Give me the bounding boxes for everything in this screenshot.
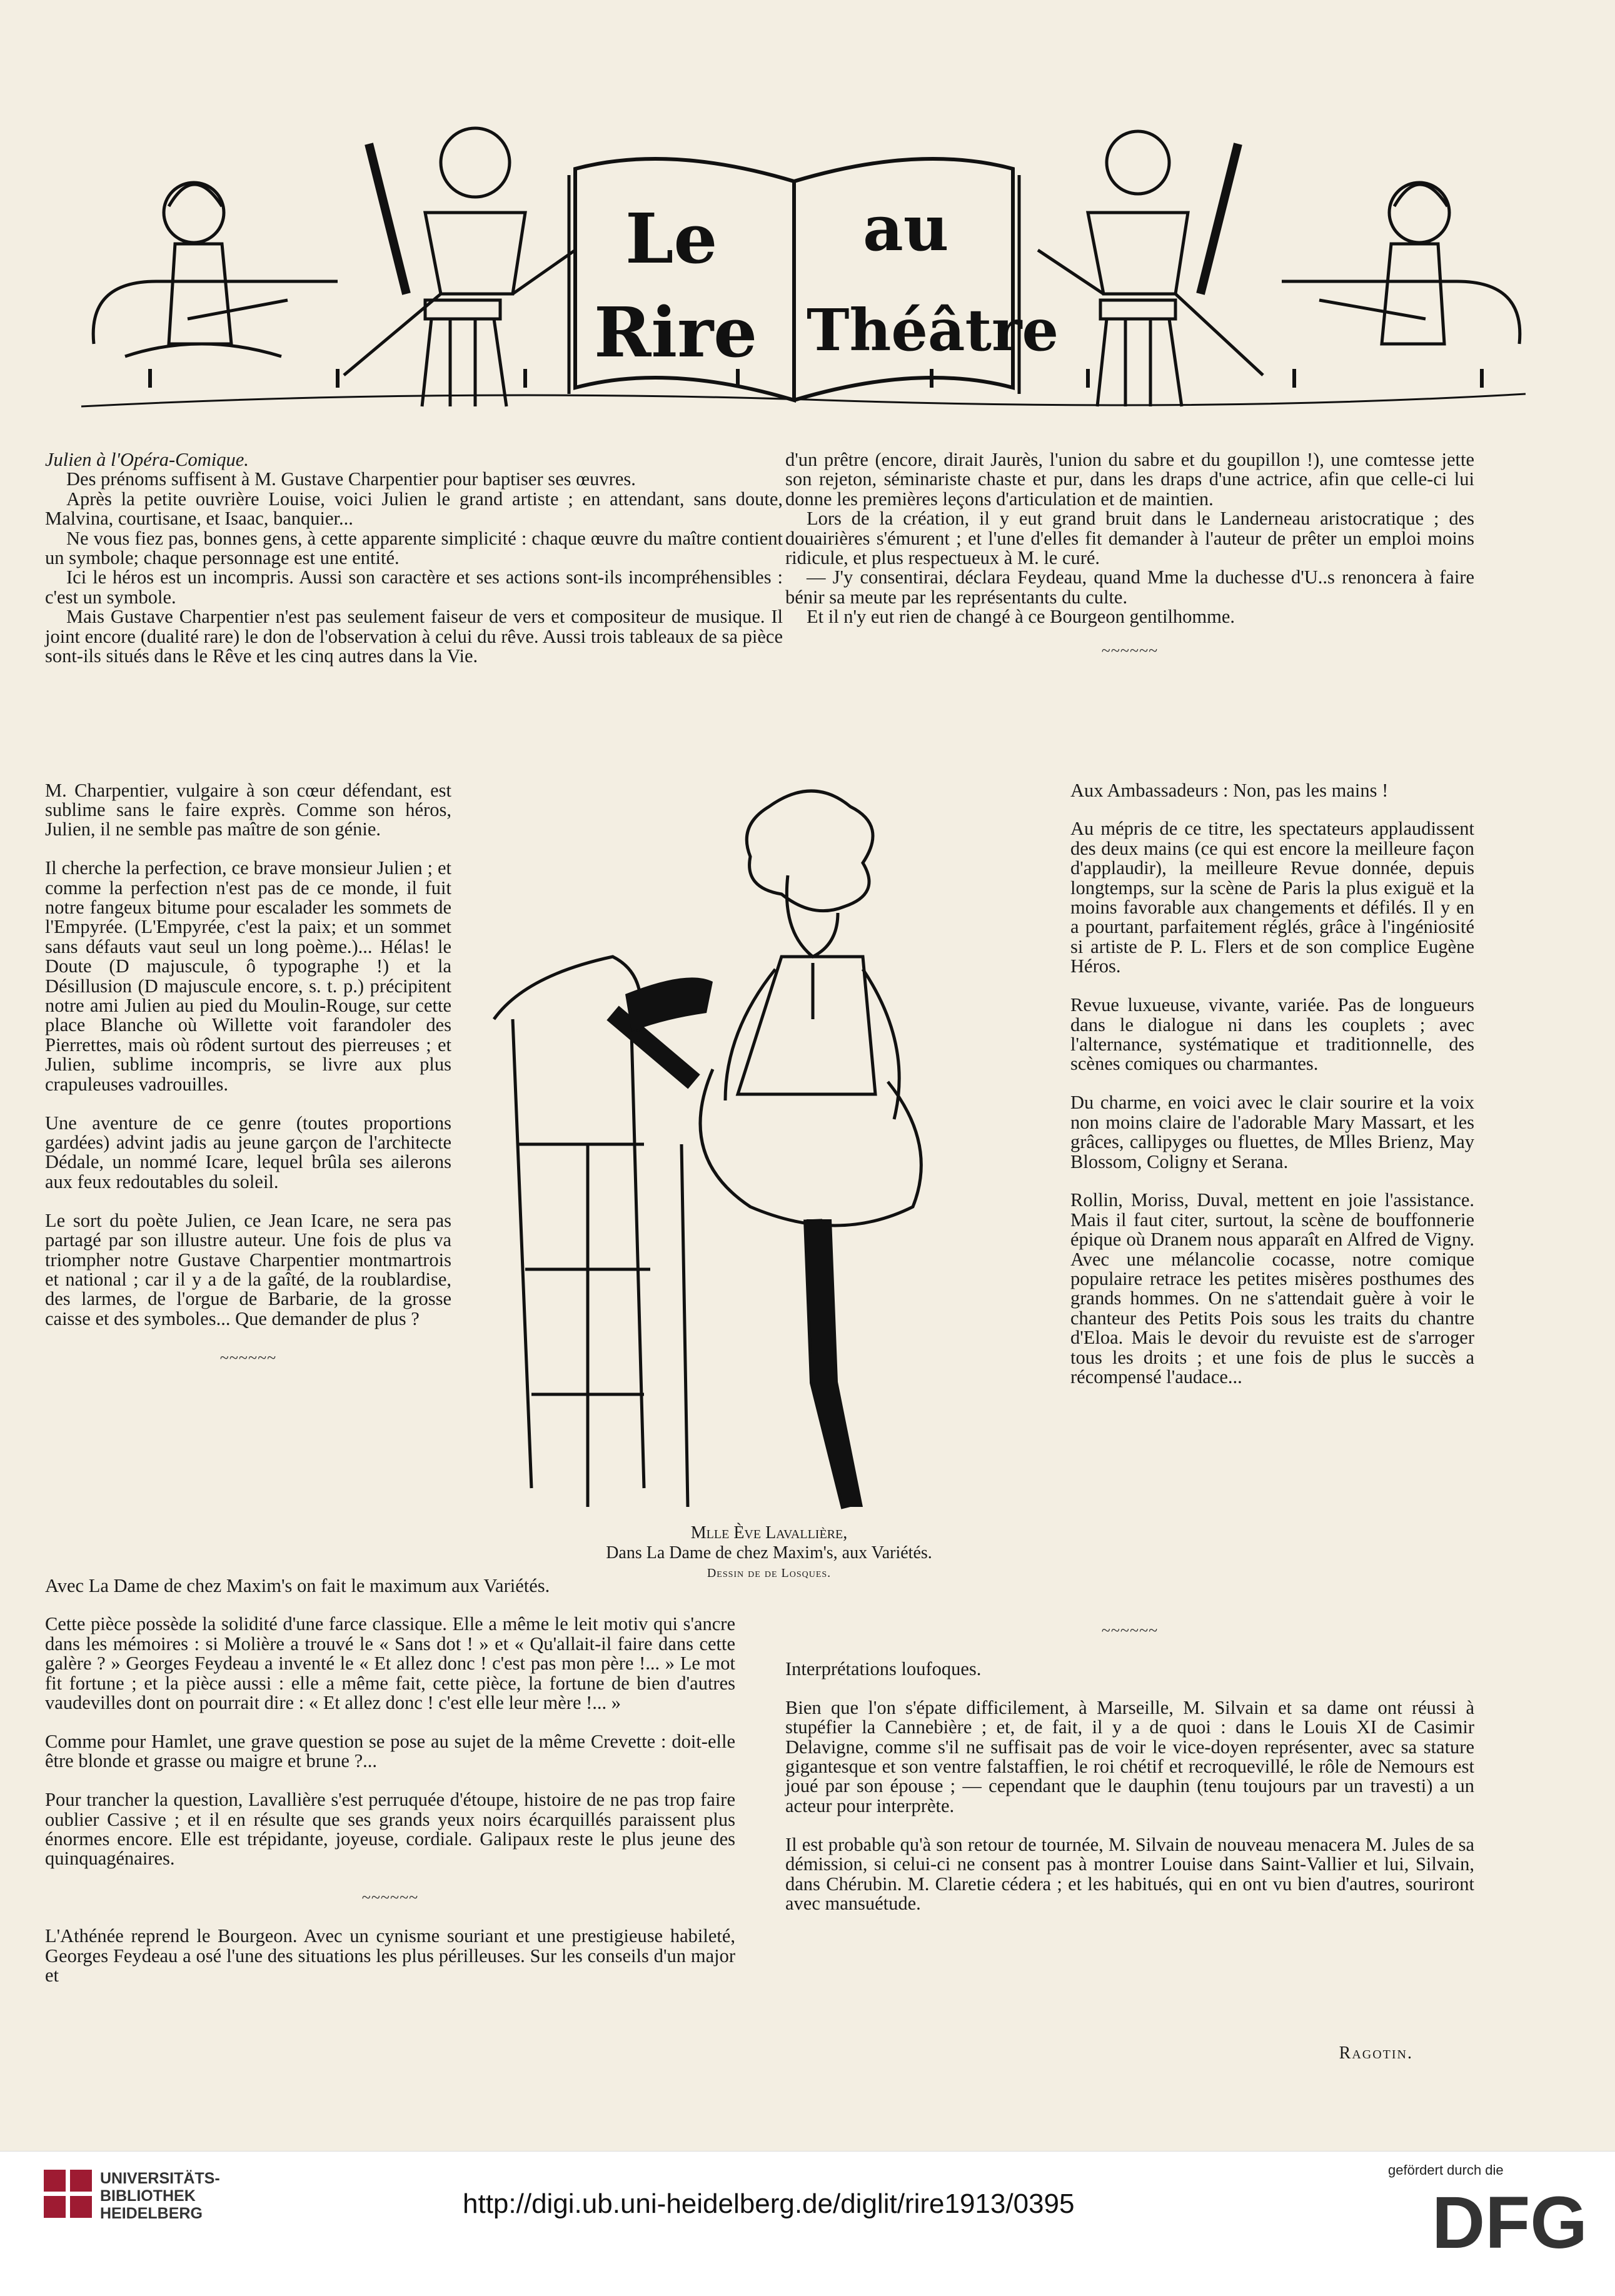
header-illustration xyxy=(75,94,1538,431)
paragraph: Ici le héros est un incompris. Aussi son caractère et ses actions sont-ils incompréhensibles : c'est un symbole. xyxy=(45,566,783,608)
paragraph: Bien que l'on s'épate difficilement, à Marseille, M. Silvain et sa dame ont réussi à stupéfier la Cannebière ; et, de fait, il y a de quoi : dans le Louis XI de Casimir Delavigne, comme s'il ne suffisait pas de voir le vice-doyen représenter, avec sa stature gigantesque et son ventre falstaffien, le roi chétif et recroquevillé, le rôle de Nemours est joué par son épouse ; — cependant que le dauphin (tenu toujours par un travesti) a un acteur pour interprète. xyxy=(785,1696,1474,1816)
article-right-top xyxy=(785,450,1474,677)
section-separator: ~~~~~~ xyxy=(219,1348,277,1367)
paragraph: Cette pièce possède la solidité d'une farce classique. Elle a même le leit motiv qui s'ancre dans les mémoires : si Molière a trouvé le « Sans dot ! » et « Qu'allait-il faire dans cette galère ? » Georges Feydeau a inventé le « Et allez donc ! c'est pas mon père !... » Le mot fit fortune ; et la pièce aussi : elle a même fait, cette pièce, la fortune de bien d'autres vaudevilles dont on pourrait dire : « Et allez donc ! c'est elle leur mère !... » xyxy=(45,1613,735,1714)
paragraph: Du charme, en voici avec le clair sourire et la voix non moins claire de l'adorable Mary Massart, et les grâces, callipyges ou fluettes, de Mlles Brienz, May Blossom, Coligny et Serana. xyxy=(1070,1092,1474,1172)
university-library-logo-icon xyxy=(44,2170,94,2220)
library-name-line: UNIVERSITÄTS- xyxy=(100,2170,220,2187)
dfg-logo-icon xyxy=(1432,2182,1594,2257)
paragraph: Au mépris de ce titre, les spectateurs applaudissent des deux mains (ce qui est encore la meilleure façon d'applaudir), la meilleure Revue donnée, depuis longtemps, sur la scène de Paris la plus exiguë et la moins favorable aux changements et défilés. Il y en a pourtant, parfaitement réglés, grâce à l'ingéniosité si artiste de P. L. Flers et de son complice Eugène Héros. xyxy=(1070,818,1474,977)
funded-by-label: gefördert durch die xyxy=(1388,2162,1504,2178)
title-word-le: Le xyxy=(625,198,718,279)
section-separator: ~~~~~~ xyxy=(1101,1621,1159,1639)
paragraph: Avec La Dame de chez Maxim's on fait le maximum aux Variétés. xyxy=(45,1574,550,1596)
paragraph: Interprétations loufoques. xyxy=(785,1658,982,1679)
paragraph: d'un prêtre (encore, dirait Jaurès, l'union du sabre et du goupillon !), une comtesse jette son rejeton, séminariste chaste et pur, dans les draps d'une actrice, afin que celle-ci lui donne les premières leçons d'articulation et de maintien. xyxy=(785,449,1474,510)
permalink-url[interactable]: http://digi.ub.uni-heidelberg.de/diglit/rire1913/0395 xyxy=(463,2188,1075,2219)
section-separator: ~~~~~~ xyxy=(1101,641,1159,660)
paragraph: M. Charpentier, vulgaire à son cœur défendant, est sublime sans le faire exprès. Comme son héros, Julien, il ne semble pas maître de son génie. xyxy=(45,779,451,840)
title-word-au: au xyxy=(863,191,949,265)
paragraph: Pour trancher la question, Lavallière s'est perruquée d'étoupe, histoire de ne pas trop faire oublier Cassive ; et il en résulte que ses grands yeux noirs écarquillés paraissent plus énormes encore. Elle est trépidante, joyeuse, cordiale. Galipaux reste le plus jeune des quinquagénaires. xyxy=(45,1789,735,1870)
library-name xyxy=(100,2170,220,2222)
paragraph: L'Athénée reprend le Bourgeon. Avec un cynisme souriant et une prestigieuse habileté, Georges Feydeau a osé l'une des situations les plus périlleuses. Sur les conseils d'un major et xyxy=(45,1925,735,1986)
caption-subtitle: Dans La Dame de chez Maxim's, aux Variétés. xyxy=(606,1543,932,1563)
dfg-logo-text: DFG xyxy=(1432,2182,1588,2257)
section-separator: ~~~~~~ xyxy=(361,1888,419,1907)
dancer-illustration xyxy=(488,769,1050,1519)
paragraph: Rollin, Moriss, Duval, mettent en joie l'assistance. Mais il faut citer, surtout, la scène de bouffonnerie épique où Dranem nous apparaît en Alfred de Vigny. Avec une mélancolie cocasse, notre comique populaire retrace les petites misères posthumes des grands hommes. On ne s'attendait guère à voir le chanteur des Petits Pois sous les traits du chantre d'Eloa. Mais le devoir du revuiste est de s'arroger tous les droits ; et une fois de plus le succès a récompensé l'audace... xyxy=(1070,1189,1474,1388)
paragraph: Une aventure de ce genre (toutes proportions gardées) advint jadis au jeune garçon de l'architecte Dédale, un nommé Icare, lequel brûla ses ailerons aux feux redoutables du soleil. xyxy=(45,1112,451,1192)
caption-title: Mlle Ève Lavallière, xyxy=(690,1523,848,1543)
article-left-top xyxy=(45,450,783,666)
paragraph: Le sort du poète Julien, ce Jean Icare, ne sera pas partagé par son illustre auteur. Une fois de plus va triompher notre Gustave Charpentier montmartrois et national ; car il y a de la gaîté, de la roublardise, des larmes, de l'orgue de Barbarie, de la grosse caisse et des symboles... Que demander de plus ? xyxy=(45,1209,451,1329)
library-name-line: BIBLIOTHEK xyxy=(100,2187,196,2205)
library-name-line: HEIDELBERG xyxy=(100,2205,203,2222)
title-word-theatre: Théâtre xyxy=(807,296,1059,364)
article-left-narrow xyxy=(45,762,451,1384)
paragraph: Il est probable qu'à son retour de tournée, M. Silvain de nouveau menacera M. Jules de sa démission, si celui-ci ne consent pas à montrer Louise dans Saint-Vallier et lui, Silvain, dans Chérubin. M. Claretie cédera ; et les habitués, qui en ont vu bien d'autres, souriront avec mansuétude. xyxy=(785,1833,1474,1914)
author-signature: Ragotin. xyxy=(1339,2043,1413,2063)
paragraph: Des prénoms suffisent à M. Gustave Charpentier pour baptiser ses œuvres. xyxy=(66,468,636,490)
paragraph: — J'y consentirai, déclara Feydeau, quand Mme la duchesse d'U..s renoncera à faire bénir sa meute par les représentants du culte. xyxy=(785,566,1474,608)
paragraph: Mais Gustave Charpentier n'est pas seulement faiseur de vers et compositeur de musique. Il joint encore (dualité rare) le don de l'observation à celui du rêve. Aussi trois tableaux de sa pièce sont-ils situés dans le Rêve et les cinq autres dans la Vie. xyxy=(45,606,783,667)
caption-credit: Dessin de de Losques. xyxy=(707,1566,832,1580)
paragraph: Comme pour Hamlet, une grave question se pose au sujet de la même Crevette : doit-elle être blonde et grasse ou maigre et brune ?... xyxy=(45,1730,735,1772)
paragraph: Julien à l'Opéra-Comique. xyxy=(45,449,249,470)
paragraph: Et il n'y eut rien de changé à ce Bourgeon gentilhomme. xyxy=(807,606,1235,628)
article-left-bottom xyxy=(45,1557,735,2005)
paragraph: Après la petite ouvrière Louise, voici Julien le grand artiste ; en attendant, sans doute, Malvina, courtisane, et Isaac, banquier... xyxy=(45,488,783,530)
dancer-drawing xyxy=(488,769,1050,1519)
article-right-narrow xyxy=(1070,762,1474,1406)
paragraph: Ne vous fiez pas, bonnes gens, à cette apparente simplicité : chaque œuvre du maître contient un symbole; chaque personnage est une entité. xyxy=(45,527,783,569)
paragraph: Il cherche la perfection, ce brave monsieur Julien ; et comme la perfection n'est pas de ce monde, il fuit notre fangeux bitume pour escalader les sommets de l'Empyrée. (L'Empyrée, c'est la paix; et un sommet sans défauts vaut seul un long poème.)... Hélas! le Doute (D majuscule, ô typographe !) et la Désillusion (D majuscule encore, s. t. p.) précipitent notre ami Julien au pied du Moulin-Rouge, sur cette place Blanche où Willette voit farandoler des Pierrettes, mais où rôdent surtout des pierreuses ; et Julien, sublime incompris, se livre aux plus crapuleuses vadrouilles. xyxy=(45,857,451,1095)
title-word-rire: Rire xyxy=(594,292,758,373)
paragraph: Revue luxueuse, vivante, variée. Pas de longueurs dans le dialogue ni dans les couplets ; avec l'alternance, systématique et traditionnelle, des scènes comiques ou charmantes. xyxy=(1070,994,1474,1075)
article-right-bottom xyxy=(785,1607,1474,1933)
header-drawing xyxy=(75,94,1538,431)
paragraph: Lors de la création, il y eut grand bruit dans le Landerneau aristocratique ; des douairières s'émurent ; et l'une d'elles fit demander à l'auteur de prêter un emploi moins ridicule, et plus respectueux à M. le curé. xyxy=(785,508,1474,569)
footer-bar xyxy=(0,2151,1615,2296)
paragraph: Aux Ambassadeurs : Non, pas les mains ! xyxy=(1070,779,1389,801)
